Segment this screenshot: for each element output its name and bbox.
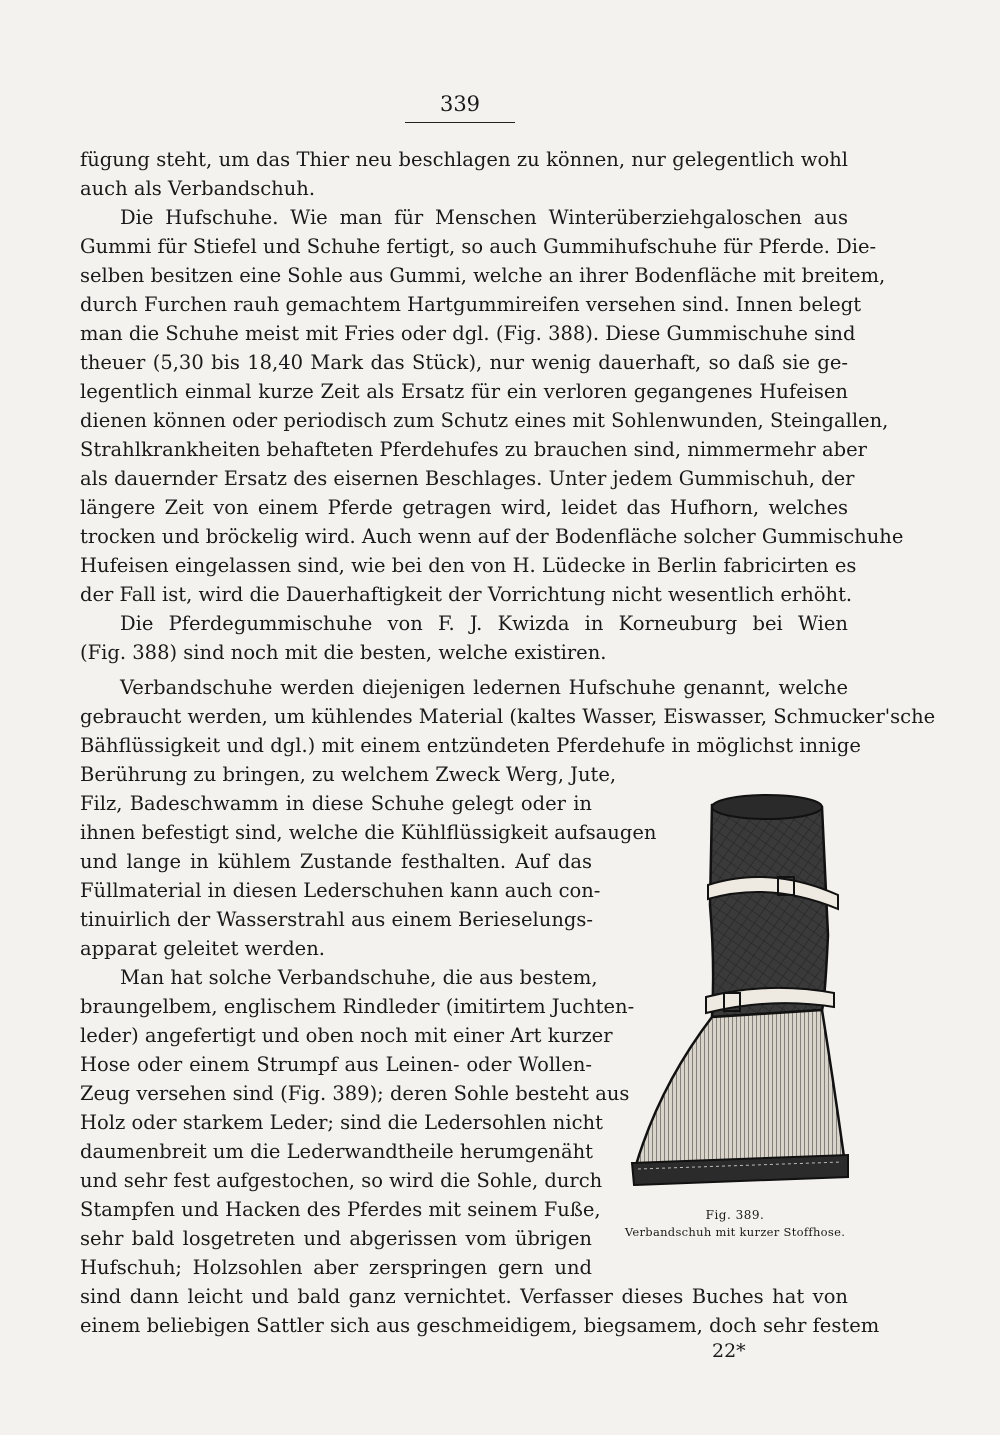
text-line: ihnen befestigt sind, welche die Kühlflüssigkeit aufsaugen: [80, 821, 657, 844]
text-line: tinuirlich der Wasserstrahl aus einem Berieselungs-: [80, 908, 593, 931]
text-line: Holz oder starkem Leder; sind die Ledersohlen nicht: [80, 1111, 603, 1134]
text-line: Filz, Badeschwamm in diese Schuhe gelegt oder in: [80, 792, 592, 815]
text-line: Stampfen und Hacken des Pferdes mit seinem Fuße,: [80, 1198, 601, 1221]
text-line: Hose oder einem Strumpf aus Leinen- oder Wollen-: [80, 1053, 592, 1076]
text-line: Füllmaterial in diesen Lederschuhen kann auch con-: [80, 879, 601, 902]
text-line: Verbandschuhe werden diejenigen ledernen Hufschuhe genannt, welche: [120, 676, 848, 699]
text-line: einem beliebigen Sattler sich aus geschmeidigem, biegsamem, doch sehr festem: [80, 1314, 880, 1337]
text-line: sind dann leicht und bald ganz vernichtet. Verfasser dieses Buches hat von: [80, 1285, 848, 1308]
text-line: längere Zeit von einem Pferde getragen wird, leidet das Hufhorn, welches: [80, 496, 848, 519]
text-line: leder) angefertigt und oben noch mit einer Art kurzer: [80, 1024, 613, 1047]
text-line: Berührung zu bringen, zu welchem Zweck Werg, Jute,: [80, 763, 617, 786]
text-line: als dauernder Ersatz des eisernen Beschlages. Unter jedem Gummischuh, der: [80, 467, 855, 490]
text-line: der Fall ist, wird die Dauerhaftigkeit der Vorrichtung nicht wesentlich erhöht.: [80, 583, 853, 606]
text-line: Gummi für Stiefel und Schuhe fertigt, so auch Gummihufschuhe für Pferde. Die-: [80, 235, 877, 258]
text-line: dienen können oder periodisch zum Schutz eines mit Sohlenwunden, Steingallen,: [80, 409, 889, 432]
text-line: Die Pferdegummischuhe von F. J. Kwizda in Korneuburg bei Wien: [120, 612, 848, 635]
text-line: fügung steht, um das Thier neu beschlagen zu können, nur gelegentlich wohl: [80, 148, 848, 171]
text-line: auch als Verbandschuh.: [80, 177, 316, 200]
figure-number: Fig. 389.: [705, 1208, 765, 1222]
text-line: braungelbem, englischem Rindleder (imitirtem Juchten-: [80, 995, 635, 1018]
text-line: Strahlkrankheiten behafteten Pferdehufes zu brauchen sind, nimmermehr aber: [80, 438, 867, 461]
signature-mark: 22*: [712, 1340, 746, 1362]
text-line: trocken und bröckelig wird. Auch wenn auf der Bodenfläche solcher Gummischuhe: [80, 525, 904, 548]
figure-caption: Verbandschuh mit kurzer Stoffhose.: [624, 1225, 846, 1239]
text-line: (Fig. 388) sind noch mit die besten, welche existiren.: [80, 641, 607, 664]
text-line: theuer (5,30 bis 18,40 Mark das Stück), nur wenig dauerhaft, so daß sie ge-: [80, 351, 848, 374]
text-line: sehr bald losgetreten und abgerissen vom übrigen: [80, 1227, 592, 1250]
text-line: Bähflüssigkeit und dgl.) mit einem entzündeten Pferdehufe in möglichst innige: [80, 734, 861, 757]
text-line: man die Schuhe meist mit Fries oder dgl. (Fig. 388). Diese Gummischuhe sind: [80, 322, 856, 345]
text-line: gebraucht werden, um kühlendes Material (kaltes Wasser, Eiswasser, Schmucker'sche: [80, 705, 936, 728]
hoof-boot-illustration: [620, 785, 852, 1190]
text-line: Man hat solche Verbandschuhe, die aus bestem,: [120, 966, 598, 989]
text-line: Hufschuh; Holzsohlen aber zerspringen gern und: [80, 1256, 592, 1279]
text-line: Die Hufschuhe. Wie man für Menschen Winterüberziehgaloschen aus: [120, 206, 848, 229]
text-line: apparat geleitet werden.: [80, 937, 325, 960]
text-line: Hufeisen eingelassen sind, wie bei den von H. Lüdecke in Berlin fabricirten es: [80, 554, 857, 577]
text-line: durch Furchen rauh gemachtem Hartgummireifen versehen sind. Innen belegt: [80, 293, 862, 316]
text-line: Zeug versehen sind (Fig. 389); deren Sohle besteht aus: [80, 1082, 630, 1105]
text-line: legentlich einmal kurze Zeit als Ersatz für ein verloren gegangenes Hufeisen: [80, 380, 848, 403]
text-line: und sehr fest aufgestochen, so wird die Sohle, durch: [80, 1169, 603, 1192]
text-line: daumenbreit um die Lederwandtheile herumgenäht: [80, 1140, 593, 1163]
page-number: 339: [405, 92, 515, 123]
text-line: und lange in kühlem Zustande festhalten. Auf das: [80, 850, 592, 873]
text-line: selben besitzen eine Sohle aus Gummi, welche an ihrer Bodenfläche mit breitem,: [80, 264, 886, 287]
